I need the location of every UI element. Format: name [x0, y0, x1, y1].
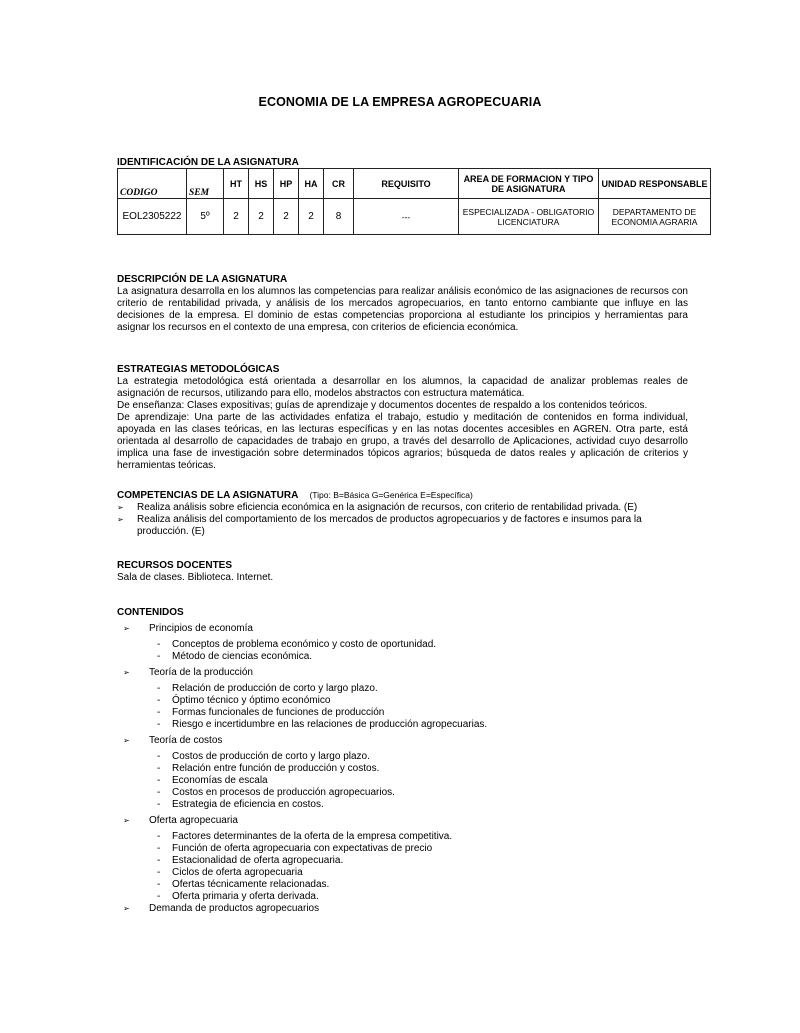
sub-list-item: - Conceptos de problema económico y costo de oportunidad.	[157, 639, 437, 650]
sub-list-item: - Ofertas técnicamente relacionadas.	[157, 879, 330, 890]
content-topic: Demanda de productos agropecuarios	[149, 903, 320, 914]
cell-area: ESPECIALIZADA - OBLIGATORIO LICENCIATURA	[459, 199, 599, 235]
sub-list-item: - Ciclos de oferta agropecuaria	[157, 867, 303, 878]
estrategias-heading: ESTRATEGIAS METODOLÓGICAS	[117, 364, 280, 375]
estrategias-section	[117, 364, 688, 472]
recursos-heading: RECURSOS DOCENTES	[117, 560, 233, 571]
list-item	[117, 623, 688, 635]
list-item	[117, 903, 688, 915]
header-area: AREA DE FORMACION Y TIPO DE ASIGNATURA	[459, 169, 599, 199]
competencia-text: Realiza análisis sobre eficiencia económica en la asignación de recursos, con criterio de rentabilidad privada. (E)	[137, 502, 638, 513]
list-item	[117, 514, 688, 538]
sub-list-item: - Estrategia de eficiencia en costos.	[157, 799, 324, 810]
header-sem: SEM	[187, 169, 224, 199]
list-item	[117, 667, 688, 679]
table-row	[118, 199, 711, 235]
cell-ha: 2	[299, 199, 324, 235]
header-ht: HT	[224, 169, 249, 199]
recursos-section	[117, 560, 688, 584]
sub-list-item: - Relación de producción de corto y largo plazo.	[157, 683, 378, 694]
competencias-heading	[117, 489, 688, 502]
cell-requisito: ---	[354, 199, 459, 235]
sub-list-item: - Estacionalidad de oferta agropecuaria.	[157, 855, 344, 866]
cell-hp: 2	[274, 199, 299, 235]
descripcion-section	[117, 274, 688, 334]
header-cr: CR	[324, 169, 354, 199]
document-title: ECONOMIA DE LA EMPRESA AGROPECUARIA	[258, 95, 542, 109]
content-topic: Teoría de la producción	[149, 667, 253, 678]
arrow-bullet-icon: ➢	[117, 515, 124, 524]
identificacion-heading: IDENTIFICACIÓN DE LA ASIGNATURA	[117, 157, 299, 168]
contenidos-section	[117, 607, 688, 915]
sub-list-item: - Formas funcionales de funciones de producción	[157, 707, 385, 718]
arrow-bullet-icon: ➢	[123, 904, 130, 913]
list-item	[117, 735, 688, 747]
table-header-row	[118, 169, 711, 199]
header-ha: HA	[299, 169, 324, 199]
list-item	[117, 502, 688, 514]
estrategias-paragraph: La estrategia metodológica está orientada a desarrollar en los alumnos, la capacidad de analizar problemas reales de asignación de recursos, utilizando para ello, modelos abstractos con estructura matemática.	[117, 376, 688, 399]
arrow-bullet-icon: ➢	[123, 668, 130, 677]
cell-cr: 8	[324, 199, 354, 235]
sub-list-item: - Función de oferta agropecuaria con expectativas de precio	[157, 843, 433, 854]
sub-list-item: - Riesgo e incertidumbre en las relaciones de producción agropecuarias.	[157, 719, 488, 730]
sub-list-item: - Factores determinantes de la oferta de la empresa competitiva.	[157, 831, 453, 842]
cell-hs: 2	[249, 199, 274, 235]
cell-ht: 2	[224, 199, 249, 235]
sub-list-item: - Oferta primaria y oferta derivada.	[157, 891, 319, 902]
header-codigo: CODIGO	[118, 169, 187, 199]
competencias-title: COMPETENCIAS DE LA ASIGNATURA	[117, 490, 299, 501]
competencia-text: Realiza análisis del comportamiento de los mercados de productos agropecuarios y de factores e insumos para la producción. (E)	[137, 514, 642, 537]
cell-sem: 5º	[187, 199, 224, 235]
content-topic: Oferta agropecuaria	[149, 815, 238, 826]
arrow-bullet-icon: ➢	[123, 816, 130, 825]
sub-list-item: - Óptimo técnico y óptimo económico	[157, 695, 331, 706]
cell-unidad: DEPARTAMENTO DE ECONOMIA AGRARIA	[599, 199, 711, 235]
competencias-section	[117, 489, 688, 538]
sub-list-item: - Método de ciencias económica.	[157, 651, 313, 662]
contenidos-heading: CONTENIDOS	[117, 607, 184, 618]
header-unidad: UNIDAD RESPONSABLE	[599, 169, 711, 199]
estrategias-paragraph: De enseñanza: Clases expositivas; guías de aprendizaje y documentos docentes de respaldo a los contenidos teóricos.	[117, 400, 648, 411]
sub-list-item: - Economías de escala	[157, 775, 268, 786]
cell-codigo: EOL2305222	[118, 199, 187, 235]
identificacion-table	[117, 168, 711, 235]
arrow-bullet-icon: ➢	[123, 736, 130, 745]
list-item	[117, 815, 688, 827]
content-topic: Principios de economía	[149, 623, 253, 634]
recursos-text: Sala de clases. Biblioteca. Internet.	[117, 572, 274, 583]
header-hs: HS	[249, 169, 274, 199]
descripcion-text: La asignatura desarrolla en los alumnos las competencias para realizar análisis económico de las asignaciones de recursos con criterio de rentabilidad privada, y análisis de los mercados agropecuarios, en tanto entorno cambiante que influye en las decisiones de la empresa. El dominio de estas competencias proporciona al estudiante los principios y herramientas para asignar los recursos en el contexto de una empresa, con criterios de eficiencia económica.	[117, 286, 688, 333]
header-requisito: REQUISITO	[354, 169, 459, 199]
sub-list-item: - Costos en procesos de producción agropecuarios.	[157, 787, 395, 798]
competencias-type-note: (Tipo: B=Básica G=Genérica E=Específica)	[309, 490, 473, 500]
sub-list-item: - Relación entre función de producción y costos.	[157, 763, 380, 774]
content-topic: Teoría de costos	[149, 735, 223, 746]
sub-list-item: - Costos de producción de corto y largo plazo.	[157, 751, 370, 762]
descripcion-heading: DESCRIPCIÓN DE LA ASIGNATURA	[117, 274, 288, 285]
header-hp: HP	[274, 169, 299, 199]
estrategias-paragraph: De aprendizaje: Una parte de las actividades enfatiza el trabajo, estudio y meditación de contenidos en forma individual, apoyada en las clases teóricas, en las lecturas específicas y en las notas docentes accesibles en AGREN. Otra parte, está orientada al desarrollo de capacidades de trabajo en grupo, a través del desarrollo de Aplicaciones, actividad cuyo desarrollo implica una fase de investigación sobre determinados tópicos agrarios; búsqueda de datos reales y aplicación de criterios y herramientas teóricas.	[117, 412, 688, 471]
arrow-bullet-icon: ➢	[123, 624, 130, 633]
arrow-bullet-icon: ➢	[117, 503, 124, 512]
